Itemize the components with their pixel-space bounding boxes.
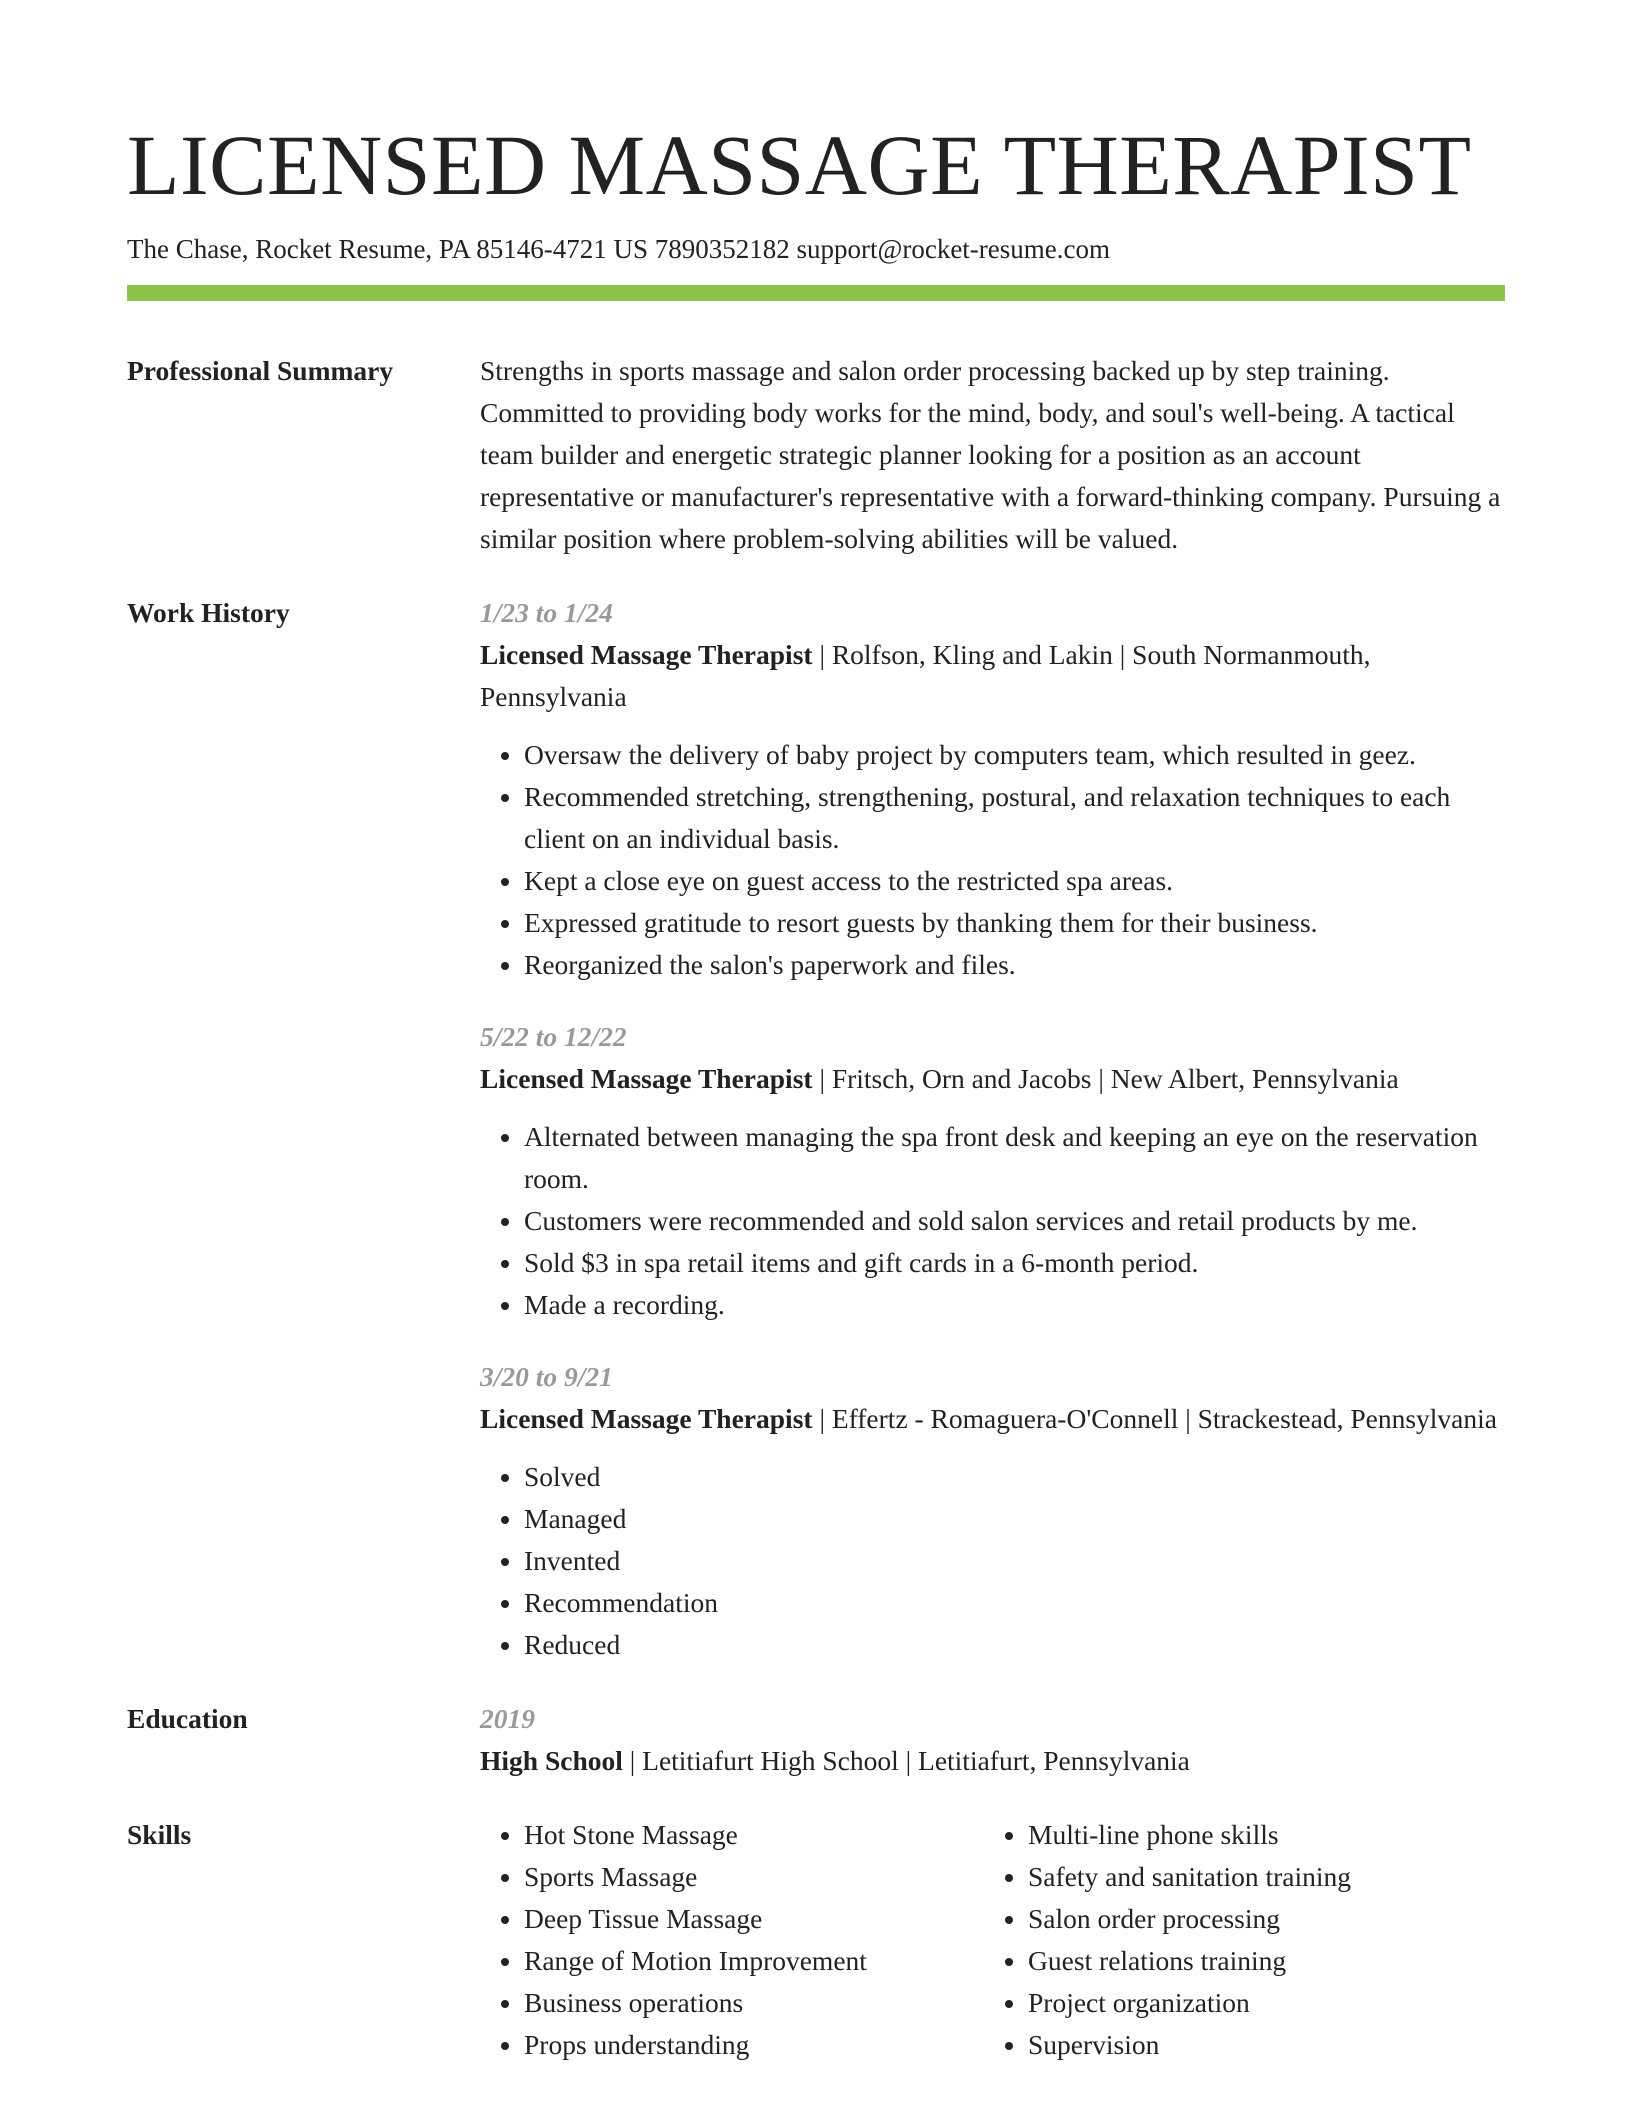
job-bullet: • Alternated between managing the spa front desk and keeping an eye on the reservation room. (524, 1116, 1505, 1200)
education-details: | Letitiafurt High School | Letitiafurt, Pennsylvania (622, 1745, 1190, 1776)
summary-heading: Professional Summary (127, 355, 394, 386)
skill-item: • Safety and sanitation training (1028, 1856, 1488, 1898)
job-dates: 5/22 to 12/22 (480, 1021, 627, 1052)
resume-title: LICENSED MASSAGE THERAPIST (127, 117, 1472, 213)
header-divider (127, 285, 1505, 301)
job-bullets (480, 1116, 1505, 1326)
job-bullet: • Oversaw the delivery of baby project by computers team, which resulted in geez. (524, 734, 1505, 776)
job-header (480, 634, 1505, 718)
job-bullet: • Expressed gratitude to resort guests by thanking them for their business. (524, 902, 1505, 944)
job-bullet: • Invented (524, 1540, 1505, 1582)
skill-item: • Sports Massage (524, 1856, 984, 1898)
job-bullet: • Reorganized the salon's paperwork and files. (524, 944, 1505, 986)
job-bullet: • Recommendation (524, 1582, 1505, 1624)
job-title: Licensed Massage Therapist (480, 1403, 813, 1434)
skill-item: • Props understanding (524, 2024, 984, 2066)
summary-section (127, 350, 1505, 560)
job-entry (480, 1356, 1505, 1666)
job-dates: 1/23 to 1/24 (480, 597, 613, 628)
job-bullet: • Solved (524, 1456, 1505, 1498)
job-details: | Fritsch, Orn and Jacobs | New Albert, Pennsylvania (812, 1063, 1399, 1094)
skill-item: • Range of Motion Improvement (524, 1940, 984, 1982)
skill-item: • Business operations (524, 1982, 984, 2024)
skills-list-left (480, 1814, 984, 2066)
education-year: 2019 (480, 1703, 535, 1734)
work-history-heading: Work History (127, 597, 290, 628)
job-bullet: • Managed (524, 1498, 1505, 1540)
skill-item: • Multi-line phone skills (1028, 1814, 1488, 1856)
work-history-section (127, 592, 1505, 1666)
job-bullet: • Reduced (524, 1624, 1505, 1666)
skill-item: • Salon order processing (1028, 1898, 1488, 1940)
skills-list-right (984, 1814, 1488, 2066)
job-bullet: • Customers were recommended and sold salon services and retail products by me. (524, 1200, 1505, 1242)
job-details: | Effertz - Romaguera-O'Connell | Strackestead, Pennsylvania (812, 1403, 1497, 1434)
job-bullets (480, 1456, 1505, 1666)
skill-item: • Guest relations training (1028, 1940, 1488, 1982)
skills-heading: Skills (127, 1819, 192, 1850)
job-bullet: • Sold $3 in spa retail items and gift cards in a 6-month period. (524, 1242, 1505, 1284)
job-bullet: • Made a recording. (524, 1284, 1505, 1326)
job-title: Licensed Massage Therapist (480, 1063, 813, 1094)
resume-content (127, 350, 1505, 2098)
contact-line: The Chase, Rocket Resume, PA 85146-4721 US 7890352182 support@rocket-resume.com (127, 234, 1110, 264)
skills-section (127, 1814, 1505, 2066)
job-entry (480, 592, 1505, 986)
skill-item: • Supervision (1028, 2024, 1488, 2066)
job-title: Licensed Massage Therapist (480, 639, 813, 670)
education-section (127, 1698, 1505, 1782)
job-entry (480, 1016, 1505, 1326)
education-heading: Education (127, 1703, 248, 1734)
education-entry (480, 1740, 1505, 1782)
job-header (480, 1398, 1505, 1440)
education-degree: High School (480, 1745, 623, 1776)
job-bullet: • Kept a close eye on guest access to the restricted spa areas. (524, 860, 1505, 902)
job-details: | Rolfson, Kling and Lakin | South Normanmouth, Pennsylvania (480, 639, 1371, 712)
job-bullet: • Recommended stretching, strengthening, postural, and relaxation techniques to each client on an individual basis. (524, 776, 1505, 860)
skill-item: • Project organization (1028, 1982, 1488, 2024)
skill-item: • Deep Tissue Massage (524, 1898, 984, 1940)
summary-text: Strengths in sports massage and salon order processing backed up by step training. Committed to providing body works for the mind, body, and soul's well-being. A tactical team builder and energetic strategic planner looking for a position as an account representative or manufacturer's representative with a forward-thinking company. Pursuing a similar position where problem-solving abilities will be valued. (480, 355, 1501, 554)
job-dates: 3/20 to 9/21 (480, 1361, 613, 1392)
job-header (480, 1058, 1505, 1100)
job-bullets (480, 734, 1505, 986)
skill-item: • Hot Stone Massage (524, 1814, 984, 1856)
